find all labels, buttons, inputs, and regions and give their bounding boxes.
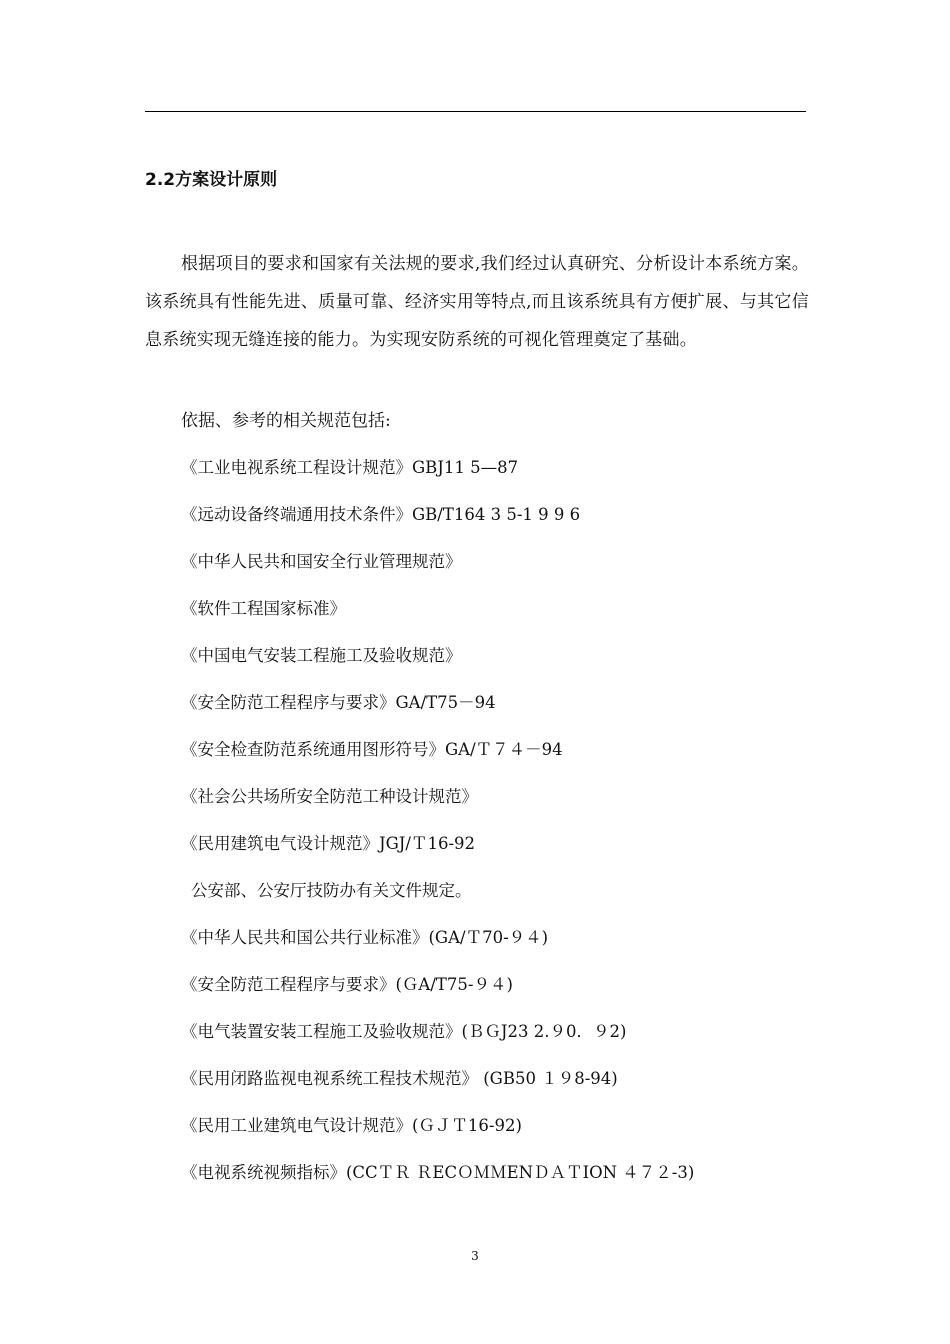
reference-item: 《中华人民共和国公共行业标准》(GA/Ｔ70-９４)	[181, 928, 549, 947]
reference-item: 《民用建筑电气设计规范》JGJ/Ｔ16-92	[181, 834, 476, 853]
reference-item: 《民用闭路监视电视系统工程技术规范》 (GB50 １９8-94)	[181, 1069, 618, 1088]
section-heading: 2.2方案设计原则	[145, 170, 278, 190]
reference-item: 公安部、公安厅技防办有关文件规定。	[191, 881, 472, 900]
reference-item: 《安全防范工程程序与要求》(ＧA/T75-９４)	[181, 975, 513, 994]
header-rule	[145, 111, 806, 112]
reference-list-intro: 依据、参考的相关规范包括:	[181, 411, 391, 431]
reference-item: 《电气装置安装工程施工及验收规范》(ＢＧJ23 2.９0．９2)	[181, 1022, 627, 1041]
reference-item: 《中华人民共和国安全行业管理规范》	[181, 552, 462, 571]
reference-list	[181, 456, 694, 1208]
section-paragraph: 根据项目的要求和国家有关法规的要求,我们经过认真研究、分析设计本系统方案。该系统具有性能先进、质量可靠、经济实用等特点,而且该系统具有方便扩展、与其它信息系统实现无缝连接的能力。为实现安防系统的可视化管理奠定了基础。	[145, 254, 809, 350]
reference-item: 《软件工程国家标准》	[181, 599, 346, 618]
reference-item: 《远动设备终端通用技术条件》GB/T164 3 5-1 9 9 6	[181, 505, 581, 524]
reference-item: 《民用工业建筑电气设计规范》(ＧＪＴ16-92)	[181, 1116, 522, 1135]
reference-item: 《社会公共场所安全防范工种设计规范》	[181, 787, 478, 806]
reference-item: 《工业电视系统工程设计规范》GBJ11 5—87	[181, 458, 519, 477]
reference-item: 《中国电气安装工程施工及验收规范》	[181, 646, 462, 665]
reference-item: 《安全检查防范系统通用图形符号》GA/Ｔ７４－94	[181, 740, 563, 759]
page-number: 3	[471, 1249, 479, 1263]
reference-item: 《电视系统视频指标》(CCＴＲ ＲECＯＭＭENＤＡＴION ４７２-3)	[181, 1163, 695, 1182]
reference-item: 《安全防范工程程序与要求》GA/T75－94	[181, 693, 496, 712]
